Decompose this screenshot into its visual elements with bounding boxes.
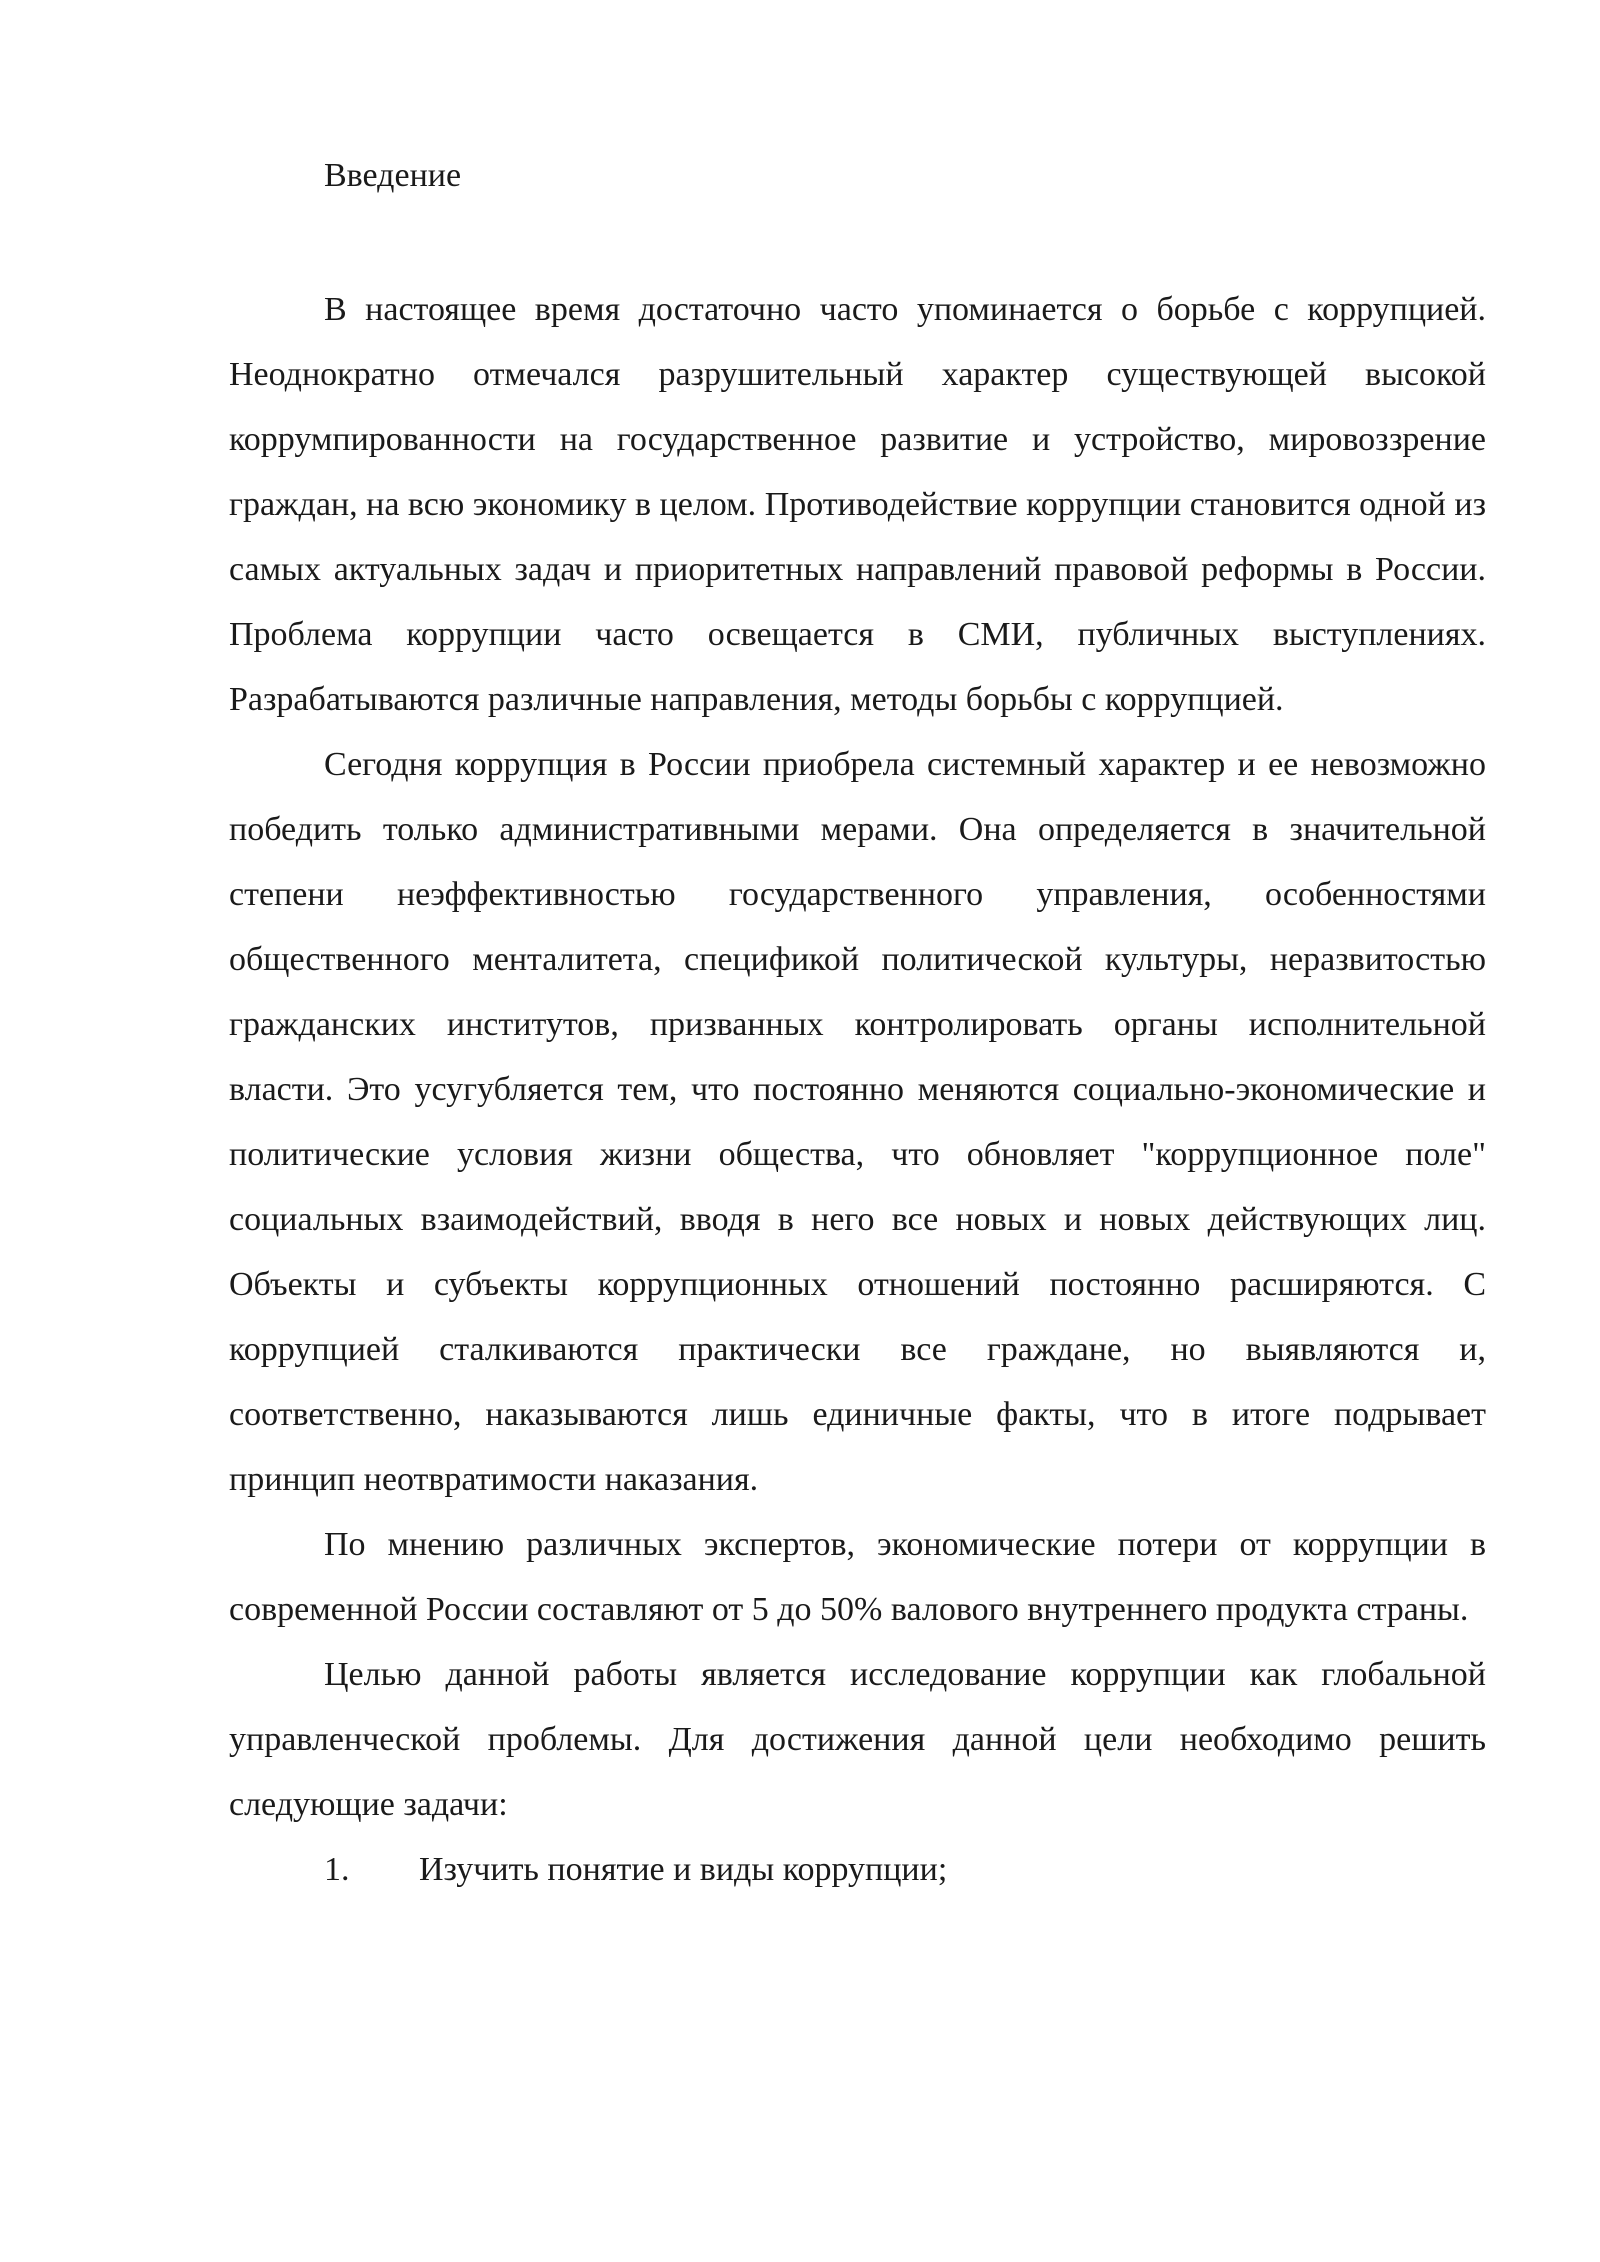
list-item-number: 1. [324,1851,350,1888]
paragraph-3: По мнению различных экспертов, экономические потери от коррупции в современной России составляют от 5 до 50% валового внутреннего продукта страны. [229,1526,1486,1628]
paragraph-2: Сегодня коррупция в России приобрела системный характер и ее невозможно победить только административными мерами. Она определяется в значительной степени неэффективностью государственного управления, особенностями общественного менталитета, спецификой политической культуры, неразвитостью гражданских институтов, призванных контролировать органы исполнительной власти. Это усугубляется тем, что постоянно меняются социально-экономические и политические условия жизни общества, что обновляет "коррупционное поле" социальных взаимодействий, вводя в него все новых и новых действующих лиц. Объекты и субъекты коррупционных отношений постоянно расширяются. С коррупцией сталкиваются практически все граждане, но выявляются и, соответственно, наказываются лишь единичные факты, что в итоге подрывает принцип неотвратимости наказания. [229,746,1486,1498]
section-heading: Введение [324,157,462,194]
list-item [229,1837,1486,1902]
paragraph-1: В настоящее время достаточно часто упоминается о борьбе с коррупцией. Неоднократно отмечался разрушительный характер существующей высокой коррумпированности на государственное развитие и устройство, мировоззрение граждан, на всю экономику в целом. Противодействие коррупции становится одной из самых актуальных задач и приоритетных направлений правовой реформы в России. Проблема коррупции часто освещается в СМИ, публичных выступлениях. Разрабатываются различные направления, методы борьбы с коррупцией. [229,291,1486,718]
document-body [229,148,1486,1902]
paragraph-4: Целью данной работы является исследование коррупции как глобальной управленческой проблемы. Для достижения данной цели необходимо решить следующие задачи: [229,1656,1486,1823]
task-list [229,1837,1486,1902]
list-item-text: Изучить понятие и виды коррупции; [419,1851,948,1888]
